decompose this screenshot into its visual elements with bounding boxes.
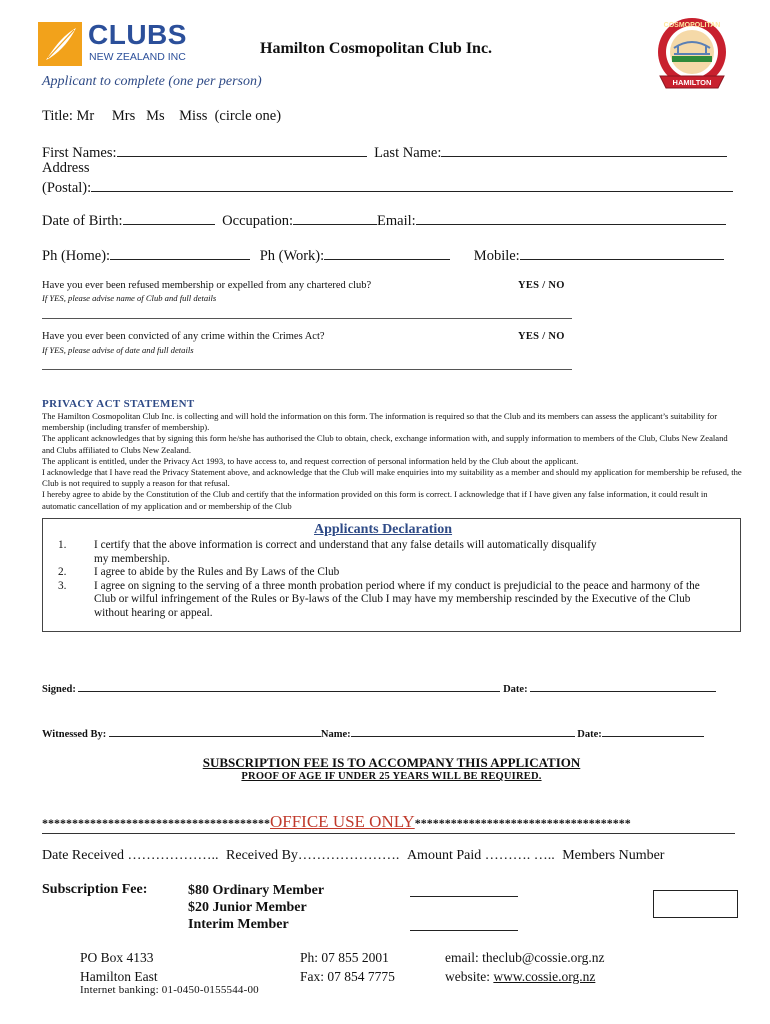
occupation-field[interactable] bbox=[293, 211, 377, 225]
mobile-label: Mobile: bbox=[473, 248, 520, 264]
question-refused-hint: If YES, please advise name of Club and full details bbox=[42, 293, 217, 303]
yes-no-convicted[interactable]: YES / NO bbox=[518, 331, 565, 342]
club-phone: Ph: 07 855 2001 bbox=[300, 950, 389, 965]
privacy-paragraph: The applicant acknowledges that by signing this form he/she has authorised the Club to obtain, check, exchange information with, and supply information to members of the Club, Clubs New Zealand and Clubs affiliated to Clubs New Zealand. bbox=[42, 433, 728, 455]
fee-item: $20 Junior Member bbox=[188, 900, 307, 915]
office-stars-right: ************************************ bbox=[414, 816, 631, 830]
svg-text:COSMOPOLITAN: COSMOPOLITAN bbox=[663, 22, 721, 29]
office-use-title: OFFICE USE ONLY bbox=[270, 812, 415, 831]
office-receipt-row bbox=[42, 848, 664, 864]
declaration-item-number: 2. bbox=[58, 566, 67, 579]
postal-address-field[interactable] bbox=[91, 178, 733, 192]
members-number-label: Members Number bbox=[562, 848, 665, 863]
logo-sub: NEW ZEALAND INC bbox=[89, 51, 186, 63]
signed-date-field[interactable] bbox=[530, 681, 716, 692]
fee-item: $80 Ordinary Member bbox=[188, 883, 325, 898]
declaration-item-number: 3. bbox=[58, 579, 67, 592]
privacy-paragraph: I acknowledge that I have read the Privacy Statement above, and acknowledge that the Club will make enquiries into my suitability as a member and should my application for membership be refused, the Club is not required to supply a reason for that refusal. bbox=[42, 467, 742, 489]
question-convicted: Have you ever been convicted of any crime within the Crimes Act? bbox=[42, 331, 325, 342]
witness-date-label: Date: bbox=[577, 729, 602, 740]
last-name-field[interactable] bbox=[441, 143, 727, 157]
witness-row bbox=[42, 726, 704, 740]
po-box: PO Box 4133 bbox=[80, 950, 154, 965]
dob-label: Date of Birth: bbox=[42, 213, 123, 229]
names-row bbox=[42, 143, 727, 162]
dob-row bbox=[42, 211, 726, 230]
club-email[interactable]: email: theclub@cossie.org.nz bbox=[445, 950, 605, 965]
footer-address bbox=[80, 948, 158, 986]
website-label: website: bbox=[445, 969, 490, 984]
signed-label: Signed: bbox=[42, 684, 76, 695]
logo-brand: CLUBS bbox=[88, 19, 187, 50]
signature-field[interactable] bbox=[78, 681, 500, 692]
website-link[interactable]: www.cossie.org.nz bbox=[493, 969, 596, 984]
ph-home-field[interactable] bbox=[110, 246, 250, 260]
signed-row bbox=[42, 681, 716, 695]
convicted-details-line[interactable] bbox=[42, 369, 572, 370]
members-number-box[interactable] bbox=[653, 890, 738, 918]
club-fax: Fax: 07 854 7775 bbox=[300, 969, 395, 984]
club-seal bbox=[652, 14, 732, 98]
privacy-heading: PRIVACY ACT STATEMENT bbox=[42, 398, 195, 410]
title-label: Title: Mr bbox=[42, 108, 95, 124]
address-label: Address bbox=[42, 160, 90, 176]
first-names-label: First Names: bbox=[42, 145, 117, 161]
feather-icon bbox=[38, 22, 82, 66]
svg-text:HAMILTON: HAMILTON bbox=[672, 78, 712, 87]
declaration-item bbox=[58, 566, 718, 580]
page-title: Hamilton Cosmopolitan Club Inc. bbox=[260, 40, 493, 57]
footer-contact bbox=[445, 948, 605, 986]
email-label: Email: bbox=[377, 213, 416, 229]
fee-amount-line[interactable] bbox=[410, 896, 518, 897]
refused-details-line[interactable] bbox=[42, 318, 572, 319]
amount-paid[interactable]: Amount Paid ………. ….. bbox=[406, 848, 555, 863]
witness-name-field[interactable] bbox=[351, 726, 575, 737]
date-received[interactable]: Date Received ……………….. bbox=[42, 848, 219, 863]
question-refused: Have you ever been refused membership or expelled from any chartered club? bbox=[42, 280, 372, 291]
witnessed-label: Witnessed By: bbox=[42, 729, 107, 740]
ph-work-field[interactable] bbox=[324, 246, 450, 260]
subscription-subheading: PROOF OF AGE IF UNDER 25 YEARS WILL BE REQUIRED. bbox=[241, 771, 542, 782]
title-row bbox=[42, 108, 281, 125]
dob-field[interactable] bbox=[123, 211, 215, 225]
question-convicted-hint: If YES, please advise of date and full details bbox=[42, 345, 194, 355]
received-by[interactable]: Received By…………………. bbox=[226, 848, 400, 863]
club-website-row bbox=[445, 967, 605, 986]
signed-date-label: Date: bbox=[503, 684, 528, 695]
ph-home-label: Ph (Home): bbox=[42, 248, 111, 264]
subscription-heading: SUBSCRIPTION FEE IS TO ACCOMPANY THIS APPLICATION bbox=[202, 755, 581, 770]
office-stars-left: ************************************** bbox=[42, 816, 270, 830]
title-options[interactable]: Mrs Ms Miss (circle one) bbox=[111, 108, 282, 124]
occupation-label: Occupation: bbox=[222, 213, 294, 229]
suburb: Hamilton East bbox=[80, 969, 158, 984]
privacy-paragraph: The applicant is entitled, under the Privacy Act 1993, to have access to, and request correction of personal information held by the Club about the applicant. bbox=[42, 455, 579, 466]
fee-item: Interim Member bbox=[188, 917, 289, 932]
page-subtitle: Applicant to complete (one per person) bbox=[42, 74, 262, 89]
privacy-paragraph: I hereby agree to abide by the Constitution of the Club and certify that the information provided on this form is correct. I acknowledge that if I have given any false information, it could result in automatic cancellation of my application and or membership of the Club bbox=[42, 489, 708, 511]
phone-row bbox=[42, 246, 724, 265]
ph-work-label: Ph (Work): bbox=[259, 248, 325, 264]
mobile-field[interactable] bbox=[520, 246, 724, 260]
witness-name-label: Name: bbox=[320, 729, 351, 740]
fee-list bbox=[188, 882, 324, 933]
declaration-item-number: 1. bbox=[58, 539, 67, 551]
internet-banking: Internet banking: 01-0450-0155544-00 bbox=[80, 984, 259, 996]
declaration-item-text: I agree on signing to the serving of a three month probation period where if my conduct is prejudicial to the peace and harmony of the Club or wilful infringement of the Rules or By-laws of the Club I may have my membership rescinded by the Executive of the Club without hearing or appeal. bbox=[94, 579, 700, 619]
declaration-heading: Applicants Declaration bbox=[314, 522, 453, 537]
witness-field[interactable] bbox=[109, 726, 321, 737]
first-names-field[interactable] bbox=[117, 143, 367, 157]
interim-amount-line[interactable] bbox=[410, 930, 518, 931]
declaration-list bbox=[58, 539, 718, 621]
declaration-item-text: I certify that the above information is correct and understand that any false details will automatically disqualify my membership. bbox=[94, 539, 597, 565]
office-use-banner bbox=[42, 812, 735, 834]
privacy-paragraph: The Hamilton Cosmopolitan Club Inc. is collecting and will hold the information on this form. The information is required so that the Club and its members can assess the applicant’s suitability for membership (including transfer of membership). bbox=[42, 411, 718, 433]
declaration-item bbox=[58, 539, 718, 566]
privacy-body bbox=[42, 411, 742, 512]
postal-row bbox=[42, 178, 733, 197]
declaration-item bbox=[58, 580, 718, 621]
last-name-label: Last Name: bbox=[374, 145, 442, 161]
declaration-item-text: I agree to abide by the Rules and By Laws of the Club bbox=[94, 566, 340, 579]
email-field[interactable] bbox=[416, 211, 726, 225]
footer-phones bbox=[300, 948, 395, 986]
subscription-fee-label: Subscription Fee: bbox=[42, 882, 148, 897]
clubs-nz-logo bbox=[38, 19, 188, 66]
yes-no-refused[interactable]: YES / NO bbox=[518, 280, 565, 291]
postal-label: (Postal): bbox=[42, 180, 92, 196]
witness-date-field[interactable] bbox=[602, 726, 704, 737]
